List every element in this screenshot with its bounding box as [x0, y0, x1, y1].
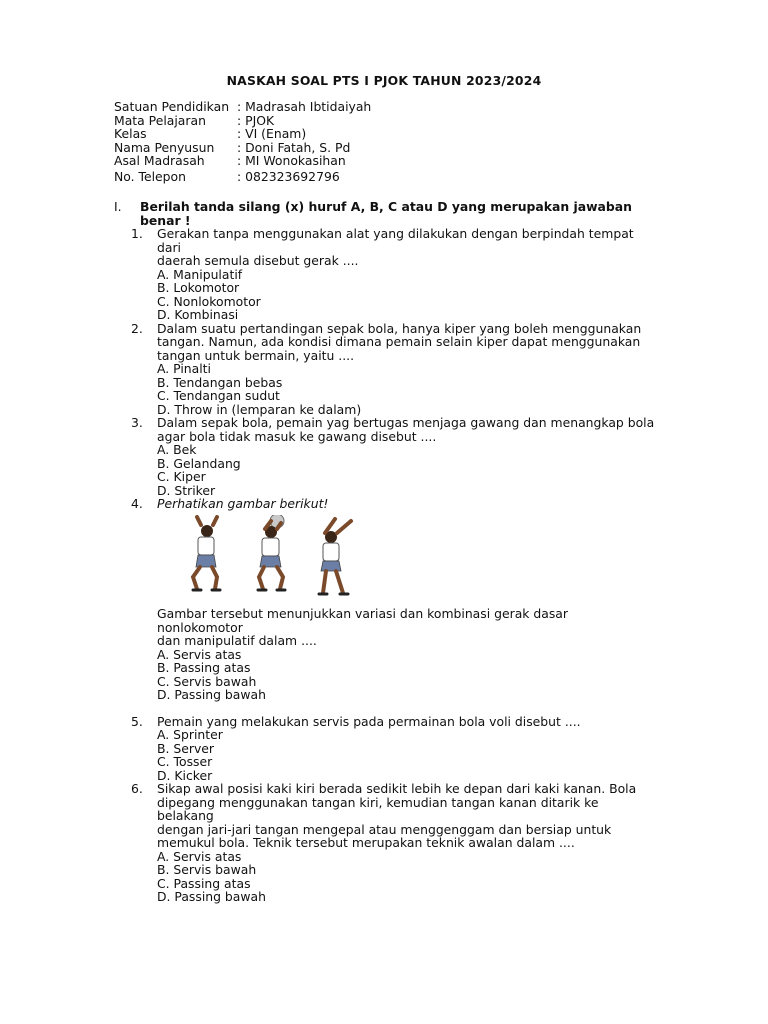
- answer-option-b: B. Lokomotor: [157, 280, 240, 295]
- answer-option-a: A. Servis atas: [157, 848, 242, 864]
- question-number: 4.: [131, 496, 143, 511]
- question-text-line: Gambar tersebut menunjukkan variasi dan kombinasi gerak dasar nonlokomotor: [157, 606, 568, 635]
- answer-option-d: D. Kombinasi: [157, 307, 239, 322]
- info-label: Mata Pelajaran: [114, 112, 206, 128]
- answer-option-d: D. Throw in (lemparan ke dalam): [157, 401, 362, 417]
- answer-option-a: A. Sprinter: [157, 727, 223, 742]
- info-value: : Madrasah Ibtidaiyah: [237, 99, 372, 114]
- question-text-line: Dalam suatu pertandingan sepak bola, hanya kiper yang boleh menggunakan: [157, 320, 642, 336]
- answer-option-b: B. Server: [157, 740, 215, 756]
- question-5: [131, 715, 661, 783]
- question-text-line: Gerakan tanpa menggunakan alat yang dilakukan dengan berpindah tempat dari: [157, 226, 634, 255]
- answer-option-a: A. Pinalti: [157, 361, 211, 376]
- question-3: [131, 416, 661, 497]
- section-one: [114, 200, 674, 227]
- question-2: [131, 322, 661, 417]
- info-value: : Doni Fatah, S. Pd: [237, 139, 351, 155]
- question-text-line: agar bola tidak masuk ke gawang disebut ....: [157, 428, 437, 444]
- info-row-class: [114, 127, 371, 141]
- info-row-education-unit: [114, 100, 371, 114]
- question-1: [131, 227, 661, 322]
- question-text-line: Sikap awal posisi kaki kiri berada sedikit lebih ke depan dari kaki kanan. Bola: [157, 781, 637, 796]
- info-value: : MI Wonokasihan: [237, 153, 346, 169]
- question-text-line: dipegang menggunakan tangan kiri, kemudian tangan kanan ditarik ke belakang: [157, 794, 599, 823]
- player-figure-3: [319, 519, 351, 594]
- question-text-line: Dalam sepak bola, pemain yag bertugas menjaga gawang dan menangkap bola: [157, 415, 655, 430]
- question-number: 5.: [131, 713, 143, 729]
- answer-option-d: D. Striker: [157, 482, 216, 498]
- page-title: NASKAH SOAL PTS I PJOK TAHUN 2023/2024: [226, 73, 542, 88]
- answer-option-a: A. Manipulatif: [157, 266, 243, 282]
- section-instruction: Berilah tanda silang (x) huruf A, B, C atau D yang merupakan jawaban benar !: [140, 199, 632, 228]
- info-label: Satuan Pendidikan: [114, 99, 230, 114]
- question-text-line: dengan jari-jari tangan mengepal atau menggenggam dan bersiap untuk: [157, 821, 612, 837]
- question-text-line: dan manipulatif dalam ....: [157, 633, 317, 648]
- info-value: : VI (Enam): [237, 126, 307, 142]
- info-label: Asal Madrasah: [114, 153, 205, 169]
- question-number: 6.: [131, 781, 143, 796]
- answer-option-c: C. Tosser: [157, 754, 213, 769]
- answer-option-b: B. Tendangan bebas: [157, 374, 283, 390]
- answer-option-d: D. Kicker: [157, 767, 213, 783]
- answer-option-d: D. Passing bawah: [157, 687, 266, 702]
- answer-option-c: C. Servis bawah: [157, 673, 257, 689]
- info-label: Kelas: [114, 126, 147, 142]
- school-info: [114, 100, 371, 184]
- volleyball-players-illustration: [173, 515, 381, 597]
- player-figure-2: [258, 515, 285, 590]
- question-6: [131, 782, 661, 904]
- answer-option-c: C. Tendangan sudut: [157, 388, 280, 403]
- answer-option-a: A. Bek: [157, 442, 197, 457]
- answer-option-c: C. Passing atas: [157, 875, 251, 891]
- question-number: 2.: [131, 320, 143, 336]
- question-text-line: daerah semula disebut gerak ....: [157, 253, 359, 268]
- question-4: [131, 497, 661, 715]
- player-figure-1: [193, 517, 220, 590]
- answer-option-d: D. Passing bawah: [157, 889, 266, 904]
- info-value: : PJOK: [237, 112, 275, 128]
- info-row-author: [114, 141, 371, 155]
- answer-option-b: B. Passing atas: [157, 660, 251, 675]
- info-label: Nama Penyusun: [114, 139, 215, 155]
- info-row-phone: [114, 170, 371, 184]
- answer-option-a: A. Servis atas: [157, 646, 242, 662]
- info-row-subject: [114, 114, 371, 128]
- info-label: No. Telepon: [114, 168, 186, 184]
- question-text-line: tangan. Namun, ada kondisi dimana pemain selain kiper dapat menggunakan: [157, 334, 641, 349]
- question-text-line: tangan untuk bermain, yaitu ....: [157, 347, 355, 363]
- section-number: I.: [114, 199, 122, 214]
- answer-option-b: B. Gelandang: [157, 455, 241, 471]
- info-row-school: [114, 154, 371, 168]
- question-prompt: Perhatikan gambar berikut!: [157, 496, 329, 511]
- question-text-line: memukul bola. Teknik tersebut merupakan teknik awalan dalam ....: [157, 835, 575, 850]
- question-number: 1.: [131, 226, 143, 241]
- answer-option-c: C. Nonlokomotor: [157, 293, 261, 309]
- question-text-line: Pemain yang melakukan servis pada permainan bola voli disebut ....: [157, 713, 581, 729]
- info-value: : 082323692796: [237, 168, 340, 184]
- question-number: 3.: [131, 415, 143, 430]
- answer-option-c: C. Kiper: [157, 469, 206, 484]
- question-list: [131, 227, 661, 904]
- answer-option-b: B. Servis bawah: [157, 862, 257, 877]
